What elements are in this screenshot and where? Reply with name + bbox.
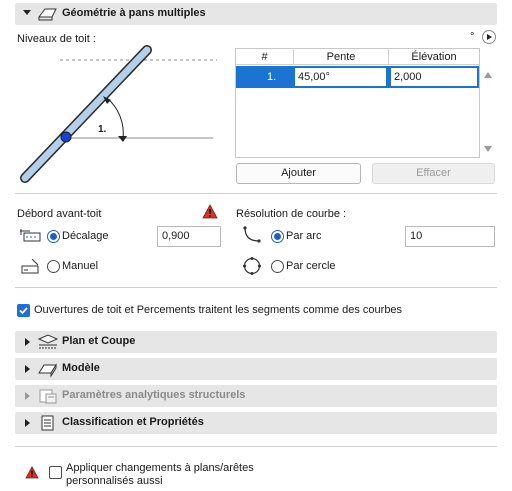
divider [15,193,497,194]
offset-radio[interactable] [47,230,60,243]
elevation-input[interactable]: 2,000 [390,67,478,87]
roof-slope-diagram [15,40,225,190]
overhang-label: Débord avant-toit [17,208,102,220]
offset-label: Décalage [62,230,109,242]
roof-levels-table[interactable] [235,48,480,158]
apply-changes-label-line1: Appliquer changements à plans/arêtes [66,462,254,474]
slope-input[interactable]: 45,00° [294,67,387,87]
section-header-classification[interactable] [15,412,497,434]
by-circle-label: Par cercle [286,260,336,272]
section-title: Plan et Coupe [62,335,136,347]
column-header-elevation: Élévation [389,49,479,65]
collapse-arrow-icon[interactable] [23,10,31,15]
openings-label: Ouvertures de toit et Percements traitent les segments comme des courbes [34,304,403,316]
expand-arrow-icon[interactable] [25,365,30,373]
checkmark-icon [17,304,30,317]
apply-changes-checkbox[interactable] [49,466,62,479]
section-title: Classification et Propriétés [62,416,204,428]
section-title: Géométrie à pans multiples [62,7,206,19]
model-icon [37,360,59,378]
scroll-down-icon[interactable] [484,146,492,152]
diagram-level-label: 1. [98,124,107,135]
expand-arrow-icon[interactable] [25,392,30,400]
play-arrow-icon [487,34,492,40]
openings-checkbox[interactable] [17,304,30,317]
structural-analytics-icon [37,387,59,405]
offset-input[interactable]: 0,900 [157,226,221,247]
table-row[interactable] [236,66,479,88]
section-title: Paramètres analytiques structurels [62,389,246,401]
roof-levels-label: Niveaux de toit : [17,33,96,45]
row-number: 1. [267,71,277,83]
warning-icon [25,466,39,479]
scroll-up-icon[interactable] [484,72,492,78]
warning-icon [202,204,218,219]
column-header-number: # [236,49,294,65]
by-arc-label: Par arc [286,230,322,242]
eave-manual-icon [18,256,42,276]
circle-icon [242,256,262,276]
section-header-geometry[interactable] [15,3,497,25]
classification-icon [37,414,59,432]
by-circle-radio[interactable] [271,260,284,273]
degree-unit-label: ° [470,31,475,43]
plan-section-icon [37,333,59,351]
divider [15,287,497,288]
section-header-model[interactable] [15,358,497,380]
by-arc-input[interactable]: 10 [405,226,495,247]
unit-menu-button[interactable] [482,30,496,44]
expand-arrow-icon[interactable] [25,338,30,346]
arc-icon [242,225,262,245]
add-button[interactable]: Ajouter [236,163,361,184]
curve-resolution-label: Résolution de courbe : [236,208,347,220]
delete-button[interactable]: Effacer [372,163,495,184]
roof-shape-icon [37,5,59,23]
section-header-plan[interactable] [15,331,497,353]
section-title: Modèle [62,362,100,374]
divider [15,446,497,447]
manual-radio[interactable] [47,260,60,273]
by-arc-radio[interactable] [271,230,284,243]
expand-arrow-icon[interactable] [25,419,30,427]
manual-label: Manuel [62,260,99,272]
apply-changes-label-line2: personnalisés aussi [66,475,163,487]
section-header-analytics[interactable] [15,385,497,407]
column-header-slope: Pente [294,49,389,65]
eave-offset-icon [18,226,42,244]
